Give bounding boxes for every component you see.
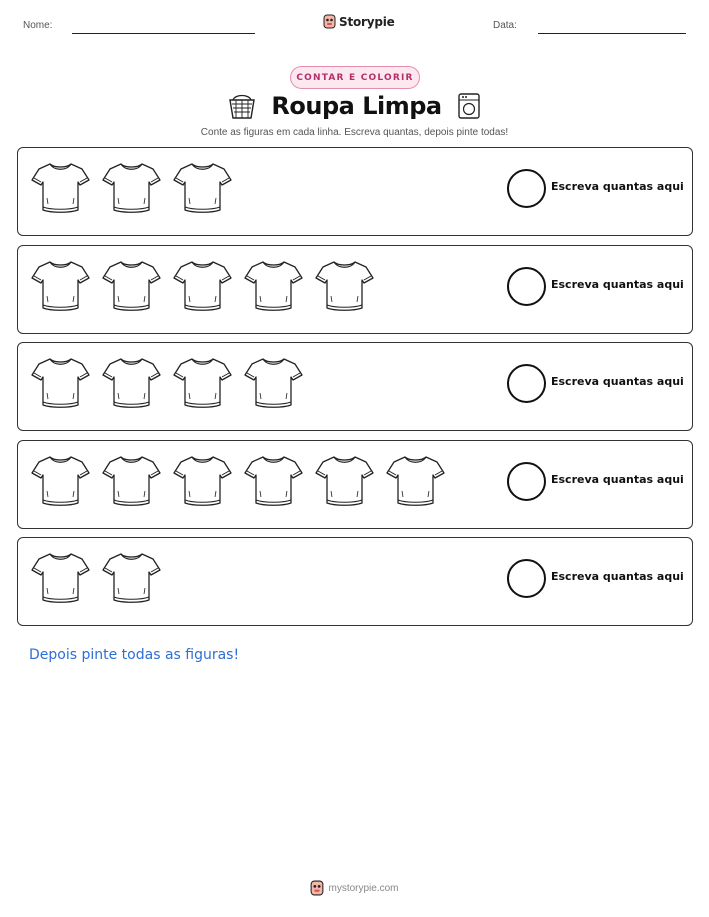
tshirt-icon[interactable] [172, 453, 233, 509]
answer-label: Escreva quantas aqui [551, 180, 684, 193]
shirt-group [30, 453, 446, 509]
answer-circle[interactable] [507, 462, 546, 501]
shirt-group [30, 160, 233, 216]
storypie-mascot-icon [323, 14, 336, 29]
count-row [17, 245, 693, 334]
count-row [17, 342, 693, 431]
instructions: Conte as figuras em cada linha. Escreva quantas, depois pinte todas! [200, 127, 509, 138]
tshirt-icon[interactable] [101, 355, 162, 411]
shirt-group [30, 550, 162, 606]
tshirt-icon[interactable] [172, 160, 233, 216]
tshirt-icon[interactable] [314, 258, 375, 314]
date-line[interactable] [538, 33, 686, 34]
answer-circle[interactable] [507, 169, 546, 208]
count-row [17, 440, 693, 529]
storypie-mascot-icon [310, 880, 324, 896]
tshirt-icon[interactable] [30, 258, 91, 314]
category-badge: CONTAR E COLORIR [290, 66, 420, 89]
answer-label: Escreva quantas aqui [551, 277, 684, 291]
laundry-basket-icon [227, 92, 257, 120]
page-title: Roupa Limpa [271, 92, 442, 120]
answer-label: Escreva quantas aqui [551, 375, 684, 388]
count-row [17, 147, 693, 236]
tshirt-icon[interactable] [101, 550, 162, 606]
name-label: Nome: [23, 20, 53, 31]
site-url: mystorypie.com [328, 882, 399, 894]
tshirt-icon[interactable] [314, 453, 375, 509]
tshirt-icon[interactable] [101, 160, 162, 216]
tshirt-icon[interactable] [385, 453, 446, 509]
name-line[interactable] [72, 33, 255, 34]
site-footer [0, 880, 709, 896]
tshirt-icon[interactable] [172, 258, 233, 314]
brand-name: Storypie [339, 14, 395, 29]
tshirt-icon[interactable] [30, 160, 91, 216]
answer-circle[interactable] [507, 267, 546, 306]
tshirt-icon[interactable] [30, 550, 91, 606]
answer-circle[interactable] [507, 364, 546, 403]
tshirt-icon[interactable] [172, 355, 233, 411]
tshirt-icon[interactable] [30, 453, 91, 509]
footer-note: Depois pinte todas as figuras! [29, 647, 240, 663]
count-row [17, 537, 693, 626]
answer-circle[interactable] [507, 559, 546, 598]
tshirt-icon[interactable] [101, 453, 162, 509]
tshirt-icon[interactable] [243, 258, 304, 314]
answer-label: Escreva quantas aqui [551, 570, 684, 583]
answer-label: Escreva quantas aqui [551, 472, 684, 486]
shirt-group [30, 355, 304, 411]
washing-machine-icon [456, 92, 482, 120]
title-row [0, 92, 709, 120]
brand-logo [323, 14, 395, 29]
tshirt-icon[interactable] [30, 355, 91, 411]
date-label: Data: [493, 20, 517, 31]
tshirt-icon[interactable] [243, 453, 304, 509]
shirt-group [30, 258, 375, 314]
tshirt-icon[interactable] [101, 258, 162, 314]
tshirt-icon[interactable] [243, 355, 304, 411]
